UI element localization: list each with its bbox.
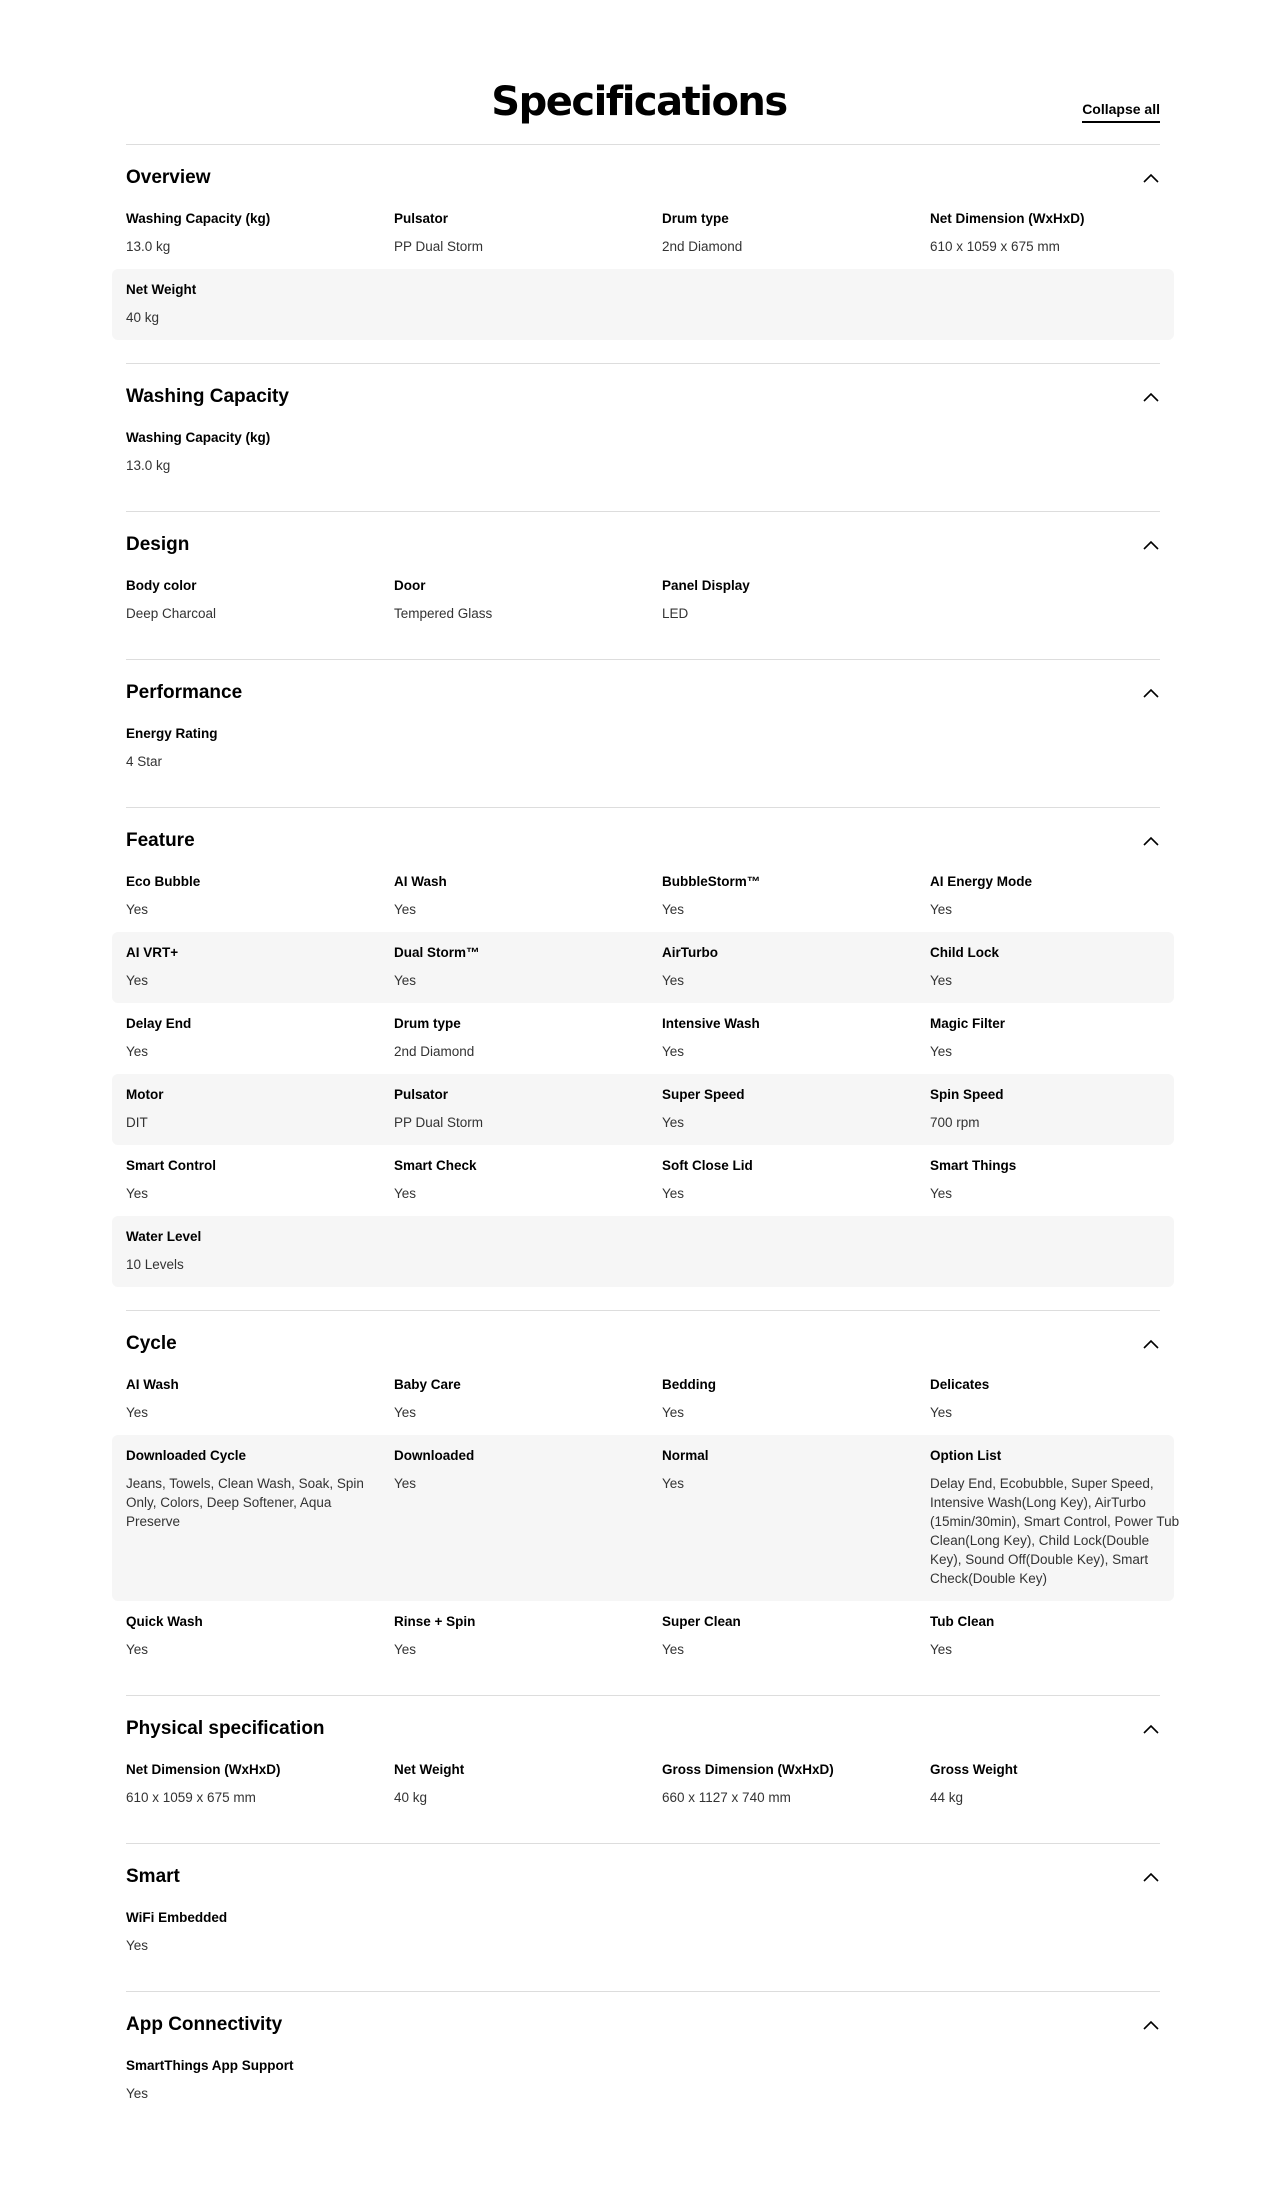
spec-section — [126, 144, 1160, 363]
spec-value: Yes — [662, 902, 685, 917]
spec-value: Yes — [126, 2086, 149, 2101]
spec-label: Pulsator — [394, 1087, 449, 1102]
spec-item — [662, 1447, 930, 1588]
spec-value: Yes — [662, 1044, 685, 1059]
spec-row — [112, 269, 1174, 340]
spec-label: Pulsator — [394, 211, 449, 226]
spec-value: Yes — [662, 973, 685, 988]
spec-item — [126, 944, 394, 990]
spec-value: Yes — [126, 1405, 149, 1420]
spec-value: Yes — [126, 1938, 149, 1953]
spec-value: Yes — [394, 1476, 417, 1491]
section-title: Physical specification — [126, 1717, 325, 1739]
spec-section — [126, 807, 1160, 1310]
spec-label: Panel Display — [662, 578, 750, 593]
spec-row — [112, 1909, 1174, 1968]
spec-item — [662, 1376, 930, 1422]
collapse-all-button[interactable]: Collapse all — [1082, 98, 1160, 123]
spec-value: 2nd Diamond — [662, 239, 743, 254]
spec-item — [394, 1157, 662, 1203]
spec-value: 4 Star — [126, 754, 163, 769]
spec-label: Child Lock — [930, 945, 1000, 960]
spec-label: Body color — [126, 578, 197, 593]
spec-label: Delicates — [930, 1377, 990, 1392]
spec-item — [126, 281, 394, 327]
chevron-up-icon[interactable] — [1142, 835, 1160, 847]
spec-item — [126, 1157, 394, 1203]
spec-value: Yes — [662, 1186, 685, 1201]
spec-value: 700 rpm — [930, 1115, 980, 1130]
spec-label: Washing Capacity (kg) — [126, 430, 271, 445]
spec-item — [394, 210, 662, 256]
section-header[interactable] — [126, 1844, 1160, 1909]
spec-value: Yes — [394, 973, 417, 988]
spec-item — [126, 725, 394, 771]
spec-label: Drum type — [394, 1016, 461, 1031]
spec-label: Drum type — [662, 211, 729, 226]
spec-label: Washing Capacity (kg) — [126, 211, 271, 226]
spec-value: 40 kg — [126, 310, 160, 325]
spec-value: Yes — [394, 1405, 417, 1420]
spec-label: Gross Dimension (WxHxD) — [662, 1762, 834, 1777]
spec-label: Magic Filter — [930, 1016, 1006, 1031]
spec-label: Rinse + Spin — [394, 1614, 476, 1629]
spec-section — [126, 511, 1160, 659]
spec-value: Yes — [930, 1405, 953, 1420]
spec-item — [930, 1613, 1198, 1659]
spec-label: Net Dimension (WxHxD) — [126, 1762, 281, 1777]
chevron-up-icon[interactable] — [1142, 1723, 1160, 1735]
spec-item — [126, 1761, 394, 1807]
spec-item — [662, 1613, 930, 1659]
spec-section — [126, 363, 1160, 511]
section-header[interactable] — [126, 808, 1160, 873]
spec-label: WiFi Embedded — [126, 1910, 228, 1925]
spec-label: Eco Bubble — [126, 874, 201, 889]
spec-label: Normal — [662, 1448, 709, 1463]
section-header[interactable] — [126, 1311, 1160, 1376]
section-body — [126, 1376, 1180, 1695]
spec-row — [112, 577, 1174, 636]
spec-label: Super Speed — [662, 1087, 745, 1102]
spec-label: Quick Wash — [126, 1614, 203, 1629]
spec-value: 610 x 1059 x 675 mm — [126, 1790, 256, 1805]
section-title: Feature — [126, 829, 195, 851]
section-header[interactable] — [126, 512, 1160, 577]
chevron-up-icon[interactable] — [1142, 391, 1160, 403]
spec-item — [930, 1376, 1198, 1422]
spec-row — [112, 873, 1174, 932]
section-header[interactable] — [126, 364, 1160, 429]
spec-item — [126, 1086, 394, 1132]
spec-label: SmartThings App Support — [126, 2058, 294, 2073]
spec-label: Net Weight — [126, 282, 197, 297]
section-body — [126, 1909, 1160, 1991]
spec-row — [112, 1435, 1180, 1601]
spec-item — [662, 1015, 930, 1061]
spec-row — [112, 1761, 1174, 1820]
spec-label: Intensive Wash — [662, 1016, 760, 1031]
spec-value: Yes — [394, 1186, 417, 1201]
section-title: App Connectivity — [126, 2013, 283, 2035]
spec-value: DIT — [126, 1115, 148, 1130]
spec-value: Yes — [662, 1642, 685, 1657]
spec-label: Smart Check — [394, 1158, 477, 1173]
spec-value: 610 x 1059 x 675 mm — [930, 239, 1060, 254]
spec-row — [112, 1145, 1174, 1216]
section-header[interactable] — [126, 1696, 1160, 1761]
spec-label: Motor — [126, 1087, 164, 1102]
spec-value: Yes — [930, 1642, 953, 1657]
spec-value: Yes — [662, 1405, 685, 1420]
spec-value: Yes — [126, 1642, 149, 1657]
spec-label: BubbleStorm™ — [662, 874, 761, 889]
spec-item — [126, 1228, 394, 1274]
spec-label: Super Clean — [662, 1614, 741, 1629]
spec-item — [126, 1376, 394, 1422]
spec-label: Bedding — [662, 1377, 716, 1392]
spec-row — [112, 429, 1174, 488]
spec-label: Smart Things — [930, 1158, 1017, 1173]
section-body — [126, 577, 1160, 659]
spec-item — [394, 1086, 662, 1132]
page-title: Specifications — [491, 79, 787, 125]
spec-section — [126, 1991, 1160, 2139]
spec-section — [126, 659, 1160, 807]
spec-label: AI Wash — [126, 1377, 179, 1392]
section-body — [126, 2057, 1160, 2139]
spec-item — [394, 1376, 662, 1422]
spec-item — [126, 2057, 394, 2103]
spec-value: Yes — [930, 973, 953, 988]
spec-value: Yes — [662, 1115, 685, 1130]
spec-value: 40 kg — [394, 1790, 428, 1805]
chevron-up-icon[interactable] — [1142, 1871, 1160, 1883]
spec-item — [394, 577, 662, 623]
spec-item — [394, 1761, 662, 1807]
spec-value: 2nd Diamond — [394, 1044, 475, 1059]
spec-item — [662, 1761, 930, 1807]
spec-row — [112, 1601, 1174, 1672]
section-title: Washing Capacity — [126, 385, 289, 407]
spec-item — [394, 873, 662, 919]
spec-label: Water Level — [126, 1229, 202, 1244]
chevron-up-icon[interactable] — [1142, 539, 1160, 551]
section-header[interactable] — [126, 145, 1160, 210]
spec-section — [126, 1695, 1160, 1843]
chevron-up-icon[interactable] — [1142, 172, 1160, 184]
spec-item — [662, 1157, 930, 1203]
spec-label: Tub Clean — [930, 1614, 995, 1629]
section-body — [126, 1761, 1160, 1843]
spec-item — [662, 577, 930, 623]
spec-value: Yes — [394, 902, 417, 917]
spec-row — [112, 1074, 1174, 1145]
spec-label: Energy Rating — [126, 726, 218, 741]
spec-label: Downloaded — [394, 1448, 475, 1463]
section-body — [126, 429, 1160, 511]
spec-row — [112, 725, 1174, 784]
spec-item — [394, 944, 662, 990]
spec-label: Option List — [930, 1448, 1002, 1463]
spec-value: Yes — [126, 1044, 149, 1059]
spec-item — [930, 1086, 1198, 1132]
spec-value: Tempered Glass — [394, 606, 493, 621]
spec-row — [112, 2057, 1174, 2116]
chevron-up-icon[interactable] — [1142, 2019, 1160, 2031]
spec-item — [930, 944, 1198, 990]
spec-sections — [126, 144, 1180, 2139]
spec-value: Yes — [930, 1044, 953, 1059]
spec-value: LED — [662, 606, 689, 621]
spec-item — [930, 1761, 1198, 1807]
section-header[interactable] — [126, 1992, 1160, 2057]
chevron-up-icon[interactable] — [1142, 1338, 1160, 1350]
spec-value: Jeans, Towels, Clean Wash, Soak, Spin Only, Colors, Deep Softener, Aqua Preserve — [126, 1476, 364, 1529]
spec-item — [394, 1613, 662, 1659]
section-body — [126, 725, 1160, 807]
spec-label: Door — [394, 578, 426, 593]
spec-row — [112, 932, 1174, 1003]
spec-label: Downloaded Cycle — [126, 1448, 247, 1463]
spec-value: 13.0 kg — [126, 458, 171, 473]
spec-value: 660 x 1127 x 740 mm — [662, 1790, 791, 1805]
spec-item — [394, 1447, 662, 1588]
section-header[interactable] — [126, 660, 1160, 725]
spec-item — [126, 1613, 394, 1659]
spec-item — [126, 1015, 394, 1061]
spec-row — [112, 1376, 1174, 1435]
spec-label: AI Wash — [394, 874, 447, 889]
spec-item — [126, 429, 394, 475]
spec-row — [112, 1216, 1174, 1287]
spec-value: PP Dual Storm — [394, 239, 484, 254]
spec-item — [930, 1015, 1198, 1061]
spec-value: Yes — [662, 1476, 685, 1491]
spec-value: 13.0 kg — [126, 239, 171, 254]
section-body — [126, 210, 1160, 363]
spec-item — [394, 1015, 662, 1061]
spec-label: AI VRT+ — [126, 945, 179, 960]
spec-label: Dual Storm™ — [394, 945, 480, 960]
spec-value: Yes — [930, 902, 953, 917]
section-title: Overview — [126, 166, 211, 188]
spec-value: 10 Levels — [126, 1257, 184, 1272]
spec-label: Smart Control — [126, 1158, 217, 1173]
spec-label: AI Energy Mode — [930, 874, 1033, 889]
spec-label: Soft Close Lid — [662, 1158, 753, 1173]
spec-value: Yes — [394, 1642, 417, 1657]
section-body — [126, 873, 1160, 1310]
spec-item — [126, 577, 394, 623]
spec-row — [112, 1003, 1174, 1074]
spec-item — [930, 1447, 1198, 1588]
spec-value: Delay End, Ecobubble, Super Speed, Intensive Wash(Long Key), AirTurbo (15min/30min), Smart Control, Power Tub Clean(Long Key), Child Lock(Double Key), Sound Off(Double Key), Smart Check(Double Key) — [930, 1476, 1180, 1586]
spec-label: AirTurbo — [662, 945, 718, 960]
spec-item — [930, 1157, 1198, 1203]
spec-item — [662, 1086, 930, 1132]
spec-label: Net Dimension (WxHxD) — [930, 211, 1085, 226]
spec-value: Yes — [126, 973, 149, 988]
spec-item — [662, 210, 930, 256]
spec-item — [126, 1909, 394, 1955]
spec-value: Yes — [126, 902, 149, 917]
spec-item — [662, 944, 930, 990]
spec-item — [126, 1447, 394, 1588]
spec-item — [662, 873, 930, 919]
spec-label: Baby Care — [394, 1377, 461, 1392]
section-title: Smart — [126, 1865, 180, 1887]
spec-section — [126, 1310, 1180, 1695]
spec-item — [930, 210, 1198, 256]
spec-item — [126, 873, 394, 919]
spec-value: Yes — [126, 1186, 149, 1201]
spec-label: Gross Weight — [930, 1762, 1018, 1777]
spec-value: Deep Charcoal — [126, 606, 217, 621]
chevron-up-icon[interactable] — [1142, 687, 1160, 699]
spec-value: 44 kg — [930, 1790, 964, 1805]
section-title: Performance — [126, 681, 243, 703]
section-title: Design — [126, 533, 190, 555]
spec-section — [126, 1843, 1160, 1991]
spec-row — [112, 210, 1174, 269]
section-title: Cycle — [126, 1332, 177, 1354]
spec-label: Spin Speed — [930, 1087, 1004, 1102]
spec-item — [126, 210, 394, 256]
spec-item — [930, 873, 1198, 919]
spec-label: Delay End — [126, 1016, 192, 1031]
spec-value: PP Dual Storm — [394, 1115, 484, 1130]
spec-label: Net Weight — [394, 1762, 465, 1777]
spec-value: Yes — [930, 1186, 953, 1201]
